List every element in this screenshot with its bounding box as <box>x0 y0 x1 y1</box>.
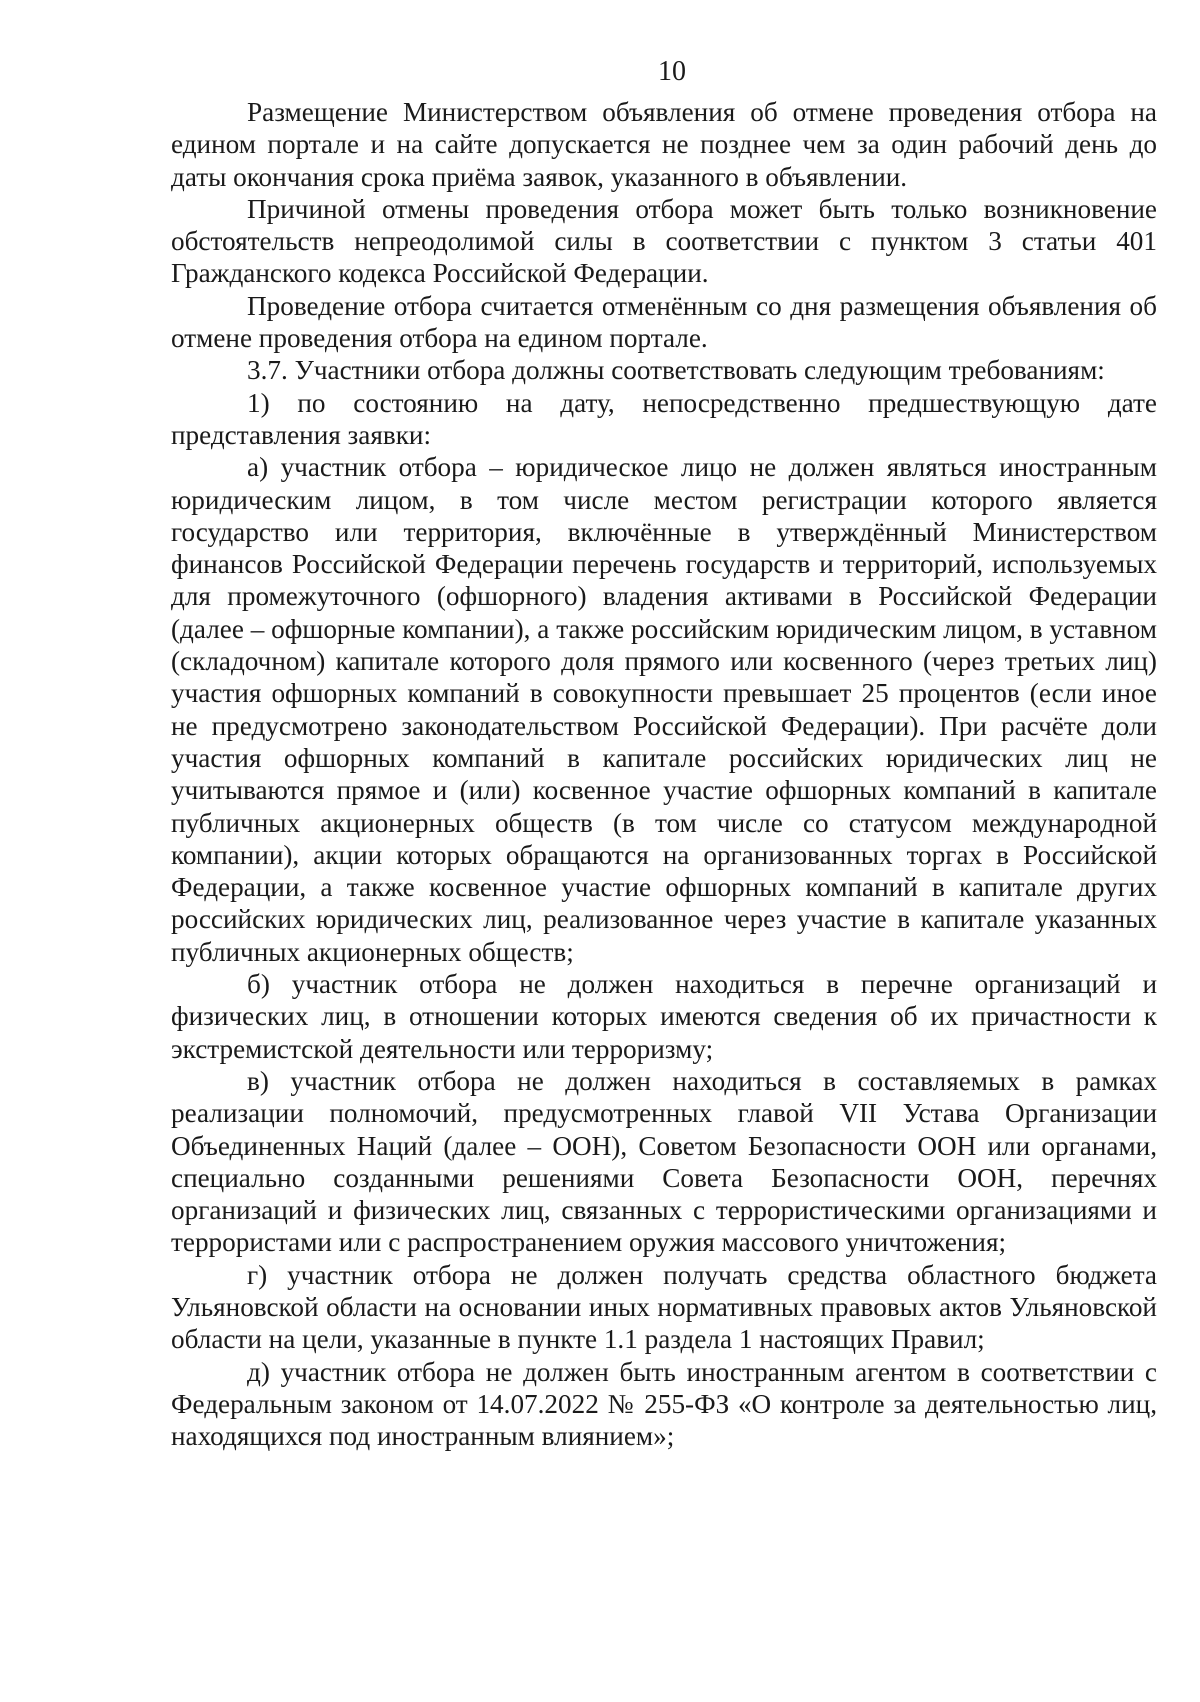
paragraph-subitem-a: а) участник отбора – юридическое лицо не должен являться иностранным юридическим лицом, в том числе местом регистрации которого является государство или территория, включённые в утверждённый Министерством финансов Российской Федерации перечень государств и территорий, используемых для промежуточного (офшорного) владения активами в Российской Федерации (далее – офшорные компании), а также российским юридическим лицом, в уставном (складочном) капитале которого доля прямого или косвенного (через третьих лиц) участия офшорных компаний в совокупности превышает 25 процентов (если иное не предусмотрено законодательством Российской Федерации). При расчёте доли участия офшорных компаний в капитале российских юридических лиц не учитываются прямое и (или) косвенное участие офшорных компаний в капитале публичных акционерных обществ (в том числе со статусом международной компании), акции которых обращаются на организованных торгах в Российской Федерации, а также косвенное участие офшорных компаний в капитале других российских юридических лиц, реализованное через участие в капитале указанных публичных акционерных обществ; <box>171 452 1157 967</box>
paragraph-cancellation-effective: Проведение отбора считается отменённым со дня размещения объявления об отмене проведения отбора на едином портале. <box>171 290 1157 354</box>
paragraph-subitem-b: б) участник отбора не должен находиться в перечне организаций и физических лиц, в отношении которых имеются сведения об их причастности к экстремистской деятельности или терроризму; <box>171 969 1157 1064</box>
paragraph-cancellation-announcement: Размещение Министерством объявления об отмене проведения отбора на едином портале и на сайте допускается не позднее чем за один рабочий день до даты окончания срока приёма заявок, указанного в объявлении. <box>171 97 1157 192</box>
paragraph-subitem-d: д) участник отбора не должен быть иностранным агентом в соответствии с Федеральным законом от 14.07.2022 № 255-ФЗ «О контроле за деятельностью лиц, находящихся под иностранным влиянием»; <box>171 1356 1157 1452</box>
document-body <box>171 96 1157 1452</box>
paragraph-subitem-v: в) участник отбора не должен находиться в составляемых в рамках реализации полномочий, предусмотренных главой VII Устава Организации Объединенных Наций (далее – ООН), Советом Безопасности ООН или органами, специально созданными решениями Совета Безопасности ООН, перечнях организаций и физических лиц, связанных с террористическими организациями и террористами или с распространением оружия массового уничтожения; <box>171 1065 1157 1258</box>
page-number: 10 <box>658 56 686 87</box>
paragraph-subitem-g: г) участник отбора не должен получать средства областного бюджета Ульяновской области на основании иных нормативных правовых актов Ульяновской области на цели, указанные в пункте 1.1 раздела 1 настоящих Правил; <box>171 1259 1157 1355</box>
paragraph-cancellation-reason: Причиной отмены проведения отбора может быть только возникновение обстоятельств непреодолимой силы в соответствии с пунктом 3 статьи 401 Гражданского кодекса Российской Федерации. <box>171 193 1157 289</box>
paragraph-item-1: 1) по состоянию на дату, непосредственно предшествующую дате представления заявки: <box>171 387 1157 450</box>
paragraph-section-3-7: 3.7. Участники отбора должны соответствовать следующим требованиям: <box>247 355 1105 386</box>
